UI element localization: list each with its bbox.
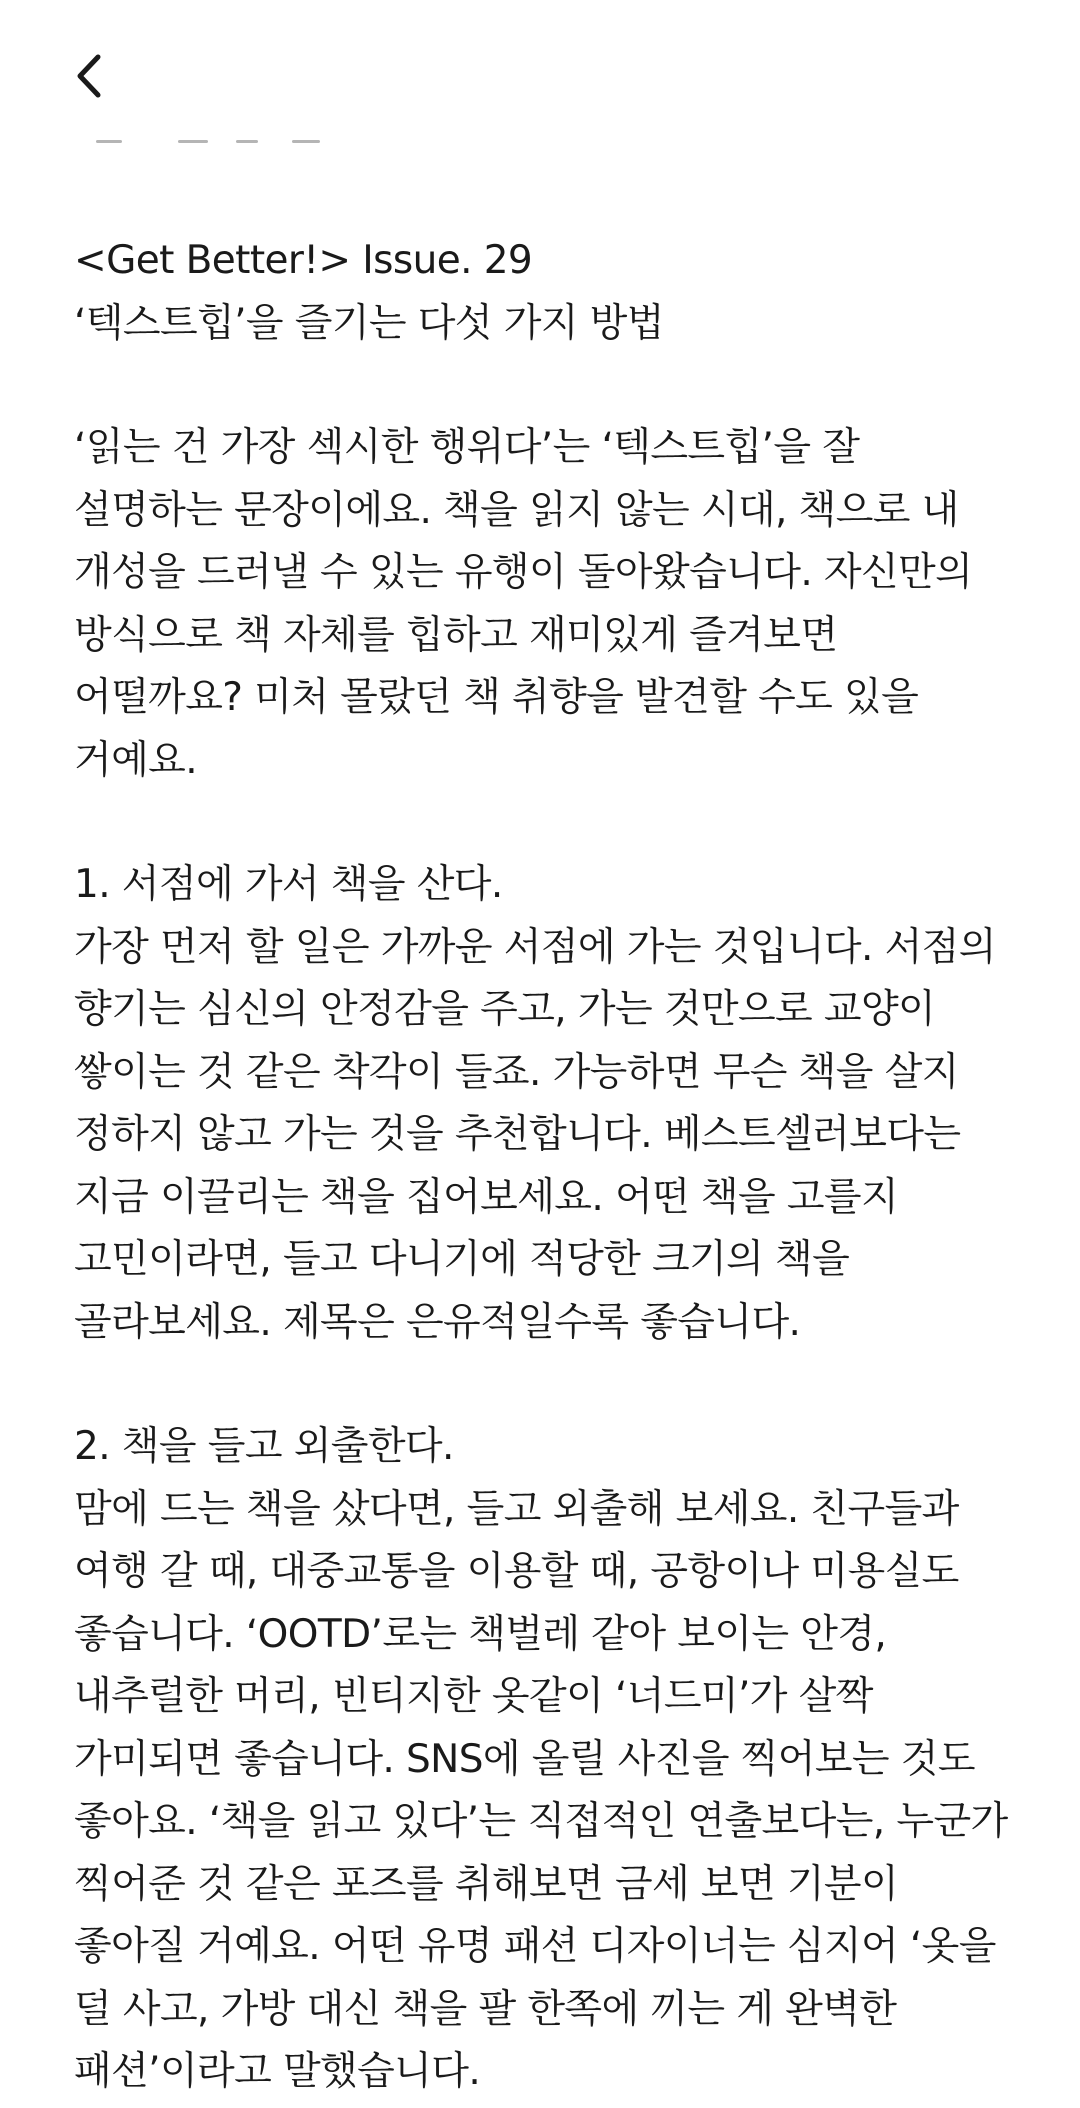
issue-title: <Get Better!> Issue. 29 [74,238,533,283]
back-button[interactable] [70,36,150,116]
article-subtitle: ‘텍스트힙’을 즐기는 다섯 가지 방법 [74,300,664,346]
section-heading: 2. 책을 들고 외출한다. [74,1424,454,1469]
intro-paragraph: ‘읽는 건 가장 섹시한 행위다’는 ‘텍스트힙’을 잘 설명하는 문장이에요. 책을 읽지 않는 시대, 책으로 내 개성을 드러낼 수 있는 유행이 돌아왔습니다. 자신만의 방식으로 책 자체를 힙하고 재미있게 즐겨보면 어떨까요? 미처 몰랐던 책 취향을 발견할 수도 있을 거예요. [74,425,973,783]
section-heading: 1. 서점에 가서 책을 산다. [74,862,503,907]
scrolled-text-fragment [0,138,1080,144]
paragraph-spacer [74,355,1014,417]
top-bar [0,0,1080,150]
chevron-left-icon [70,53,110,99]
section-body: 가장 먼저 할 일은 가까운 서점에 가는 것입니다. 서점의 향기는 심신의 안정감을 주고, 가는 것만으로 교양이 쌓이는 것 같은 착각이 들죠. 가능하면 무슨 책을 살지 정하지 않고 가는 것을 추천합니다. 베스트셀러보다는 지금 이끌리는 책을 집어보세요. 어떤 책을 고를지 고민이라면, 들고 다니기에 적당한 크기의 책을 골라보세요. 제목은 은유적일수록 좋습니다. [74,924,996,1345]
paragraph-spacer [74,792,1014,854]
section-body: 맘에 드는 책을 샀다면, 들고 외출해 보세요. 친구들과 여행 갈 때, 대중교통을 이용할 때, 공항이나 미용실도 좋습니다. ‘OOTD’로는 책벌레 같아 보이는 안경, 내추럴한 머리, 빈티지한 옷같이 ‘너드미’가 살짝 가미되면 좋습니다. SNS에 올릴 사진을 찍어보는 것도 좋아요. ‘책을 읽고 있다’는 직접적인 연출보다는, 누군가 찍어준 것 같은 포즈를 취해보면 금세 보면 기분이 좋아질 거예요. 어떤 유명 패션 디자이너는 심지어 ‘옷을 덜 사고, 가방 대신 책을 팔 한쪽에 끼는 게 완벽한 패션’이라고 말했습니다. [74,1486,1008,2094]
article-body [74,230,1014,2104]
paragraph-spacer [74,1354,1014,1416]
